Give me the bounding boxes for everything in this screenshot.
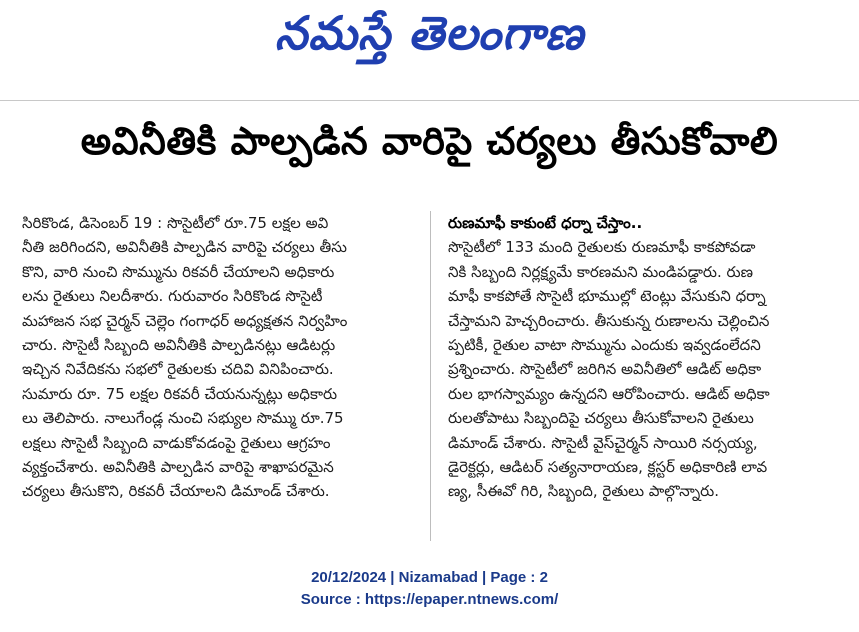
article-text-line: లను రైతులు నిలదీశారు. గురువారం సిరికొండ సొసైటీ — [22, 287, 323, 306]
article-left-column — [22, 211, 412, 504]
article-text-line: సిరికొండ, డిసెంబర్ 19 : సొసైటీలో రూ.75 లక్షల అవి — [22, 214, 329, 232]
article-text-line: రులతోపాటు సిబ్బందిపై చర్యలు తీసుకోవాలని రైతులు — [448, 409, 754, 428]
article-text-line: ప్పటికీ, రైతుల వాటా సొమ్మును ఎందుకు ఇవ్వడంలేదని — [448, 336, 761, 355]
article-text-line: మహాజన సభ చైర్మన్ చెల్లెం గంగాధర్ అధ్యక్షతన నిర్వహిం — [22, 311, 348, 330]
article-text-line: డిమాండ్ చేశారు. సొసైటీ వైస్‌చైర్మన్ సాయిరి నర్సయ్య, — [448, 433, 758, 452]
article-text-line: వ్యక్తంచేశారు. అవినీతికి పాల్పడిన వారిపై శాఖాపరమైన — [22, 458, 334, 477]
article-headline: అవినీతికి పాల్పడిన వారిపై చర్యలు తీసుకోవాలి — [80, 119, 779, 163]
article-text-line: డైరెక్టర్లు, ఆడిటర్ సత్యనారాయణ, క్లస్టర్ అధికారిణి లావ — [448, 458, 768, 477]
article-text-line: చేస్తామని హెచ్చరించారు. తీసుకున్న రుణాలను చెల్లించిన — [448, 311, 770, 330]
article-right-body — [448, 235, 843, 503]
article-text-line: ణ్య, సీఈవో గిరి, సిబ్బంది, రైతులు పాల్గొన్నారు. — [448, 482, 720, 501]
column-divider — [430, 211, 431, 541]
article-text-line: చర్యలు తీసుకొని, రికవరీ చేయాలని డిమాండ్ చేశారు. — [22, 482, 330, 501]
article-text-line: మాఫీ కాకపోతే సొసైటీ భూముల్లో టెంట్లు వేసుకుని ధర్నా — [448, 287, 766, 306]
article-text-line: చారు. సొసైటీ సిబ్బంది అవినీతికి పాల్పడినట్లు ఆడిటర్లు — [22, 336, 336, 355]
article-right-column — [448, 211, 843, 504]
masthead — [0, 0, 859, 78]
news-clipping — [0, 101, 859, 553]
article-text-line: నీతి జరిగిందని, అవినీతికి పాల్పడిన వారిపై చర్యలు తీసు — [22, 238, 347, 257]
masthead-logo: నమస్తే తెలంగాణ — [274, 6, 585, 60]
source-link[interactable]: Source : https://epaper.ntnews.com/ — [300, 591, 559, 608]
article-subhead: రుణమాఫీ కాకుంటే ధర్నా చేస్తాం.. — [448, 214, 643, 232]
article-text-line: నికి సిబ్బంది నిర్లక్ష్యమే కారణమని మండిపడ్డారు. రుణ — [448, 262, 754, 281]
edition-meta: 20/12/2024 | Nizamabad | Page : 2 — [311, 569, 548, 586]
article-text-line: లు తెలిపారు. నాలుగేండ్ల నుంచి సభ్యుల సొమ్ము రూ.75 — [22, 409, 344, 428]
article-text-line: కొని, వారి నుంచి సొమ్మును రికవరీ చేయాలని అధికారు — [22, 262, 335, 281]
article-text-line: ప్రశ్నించారు. సొసైటీలో జరిగిన అవినీతిలో ఆడిట్ అధికా — [448, 360, 762, 379]
article-text-line: సొసైటీలో 133 మంది రైతులకు రుణమాఫీ కాకపోవడా — [448, 238, 756, 257]
article-text-line: లక్షలు సొసైటీ సిబ్బంది వాడుకోవడంపై రైతులు ఆగ్రహం — [22, 433, 331, 452]
article-text-line: రుల భాగస్వామ్యం ఉన్నదని ఆరోపించారు. ఆడిట్ అధికా — [448, 384, 770, 403]
article-text-line: ఇచ్చిన నివేదికను సభలో రైతులకు చదివి వినిపించారు. — [22, 360, 334, 379]
article-text-line: సుమారు రూ. 75 లక్షల రికవరీ చేయనున్నట్లు అధికారు — [22, 384, 338, 403]
page-footer — [0, 567, 859, 611]
